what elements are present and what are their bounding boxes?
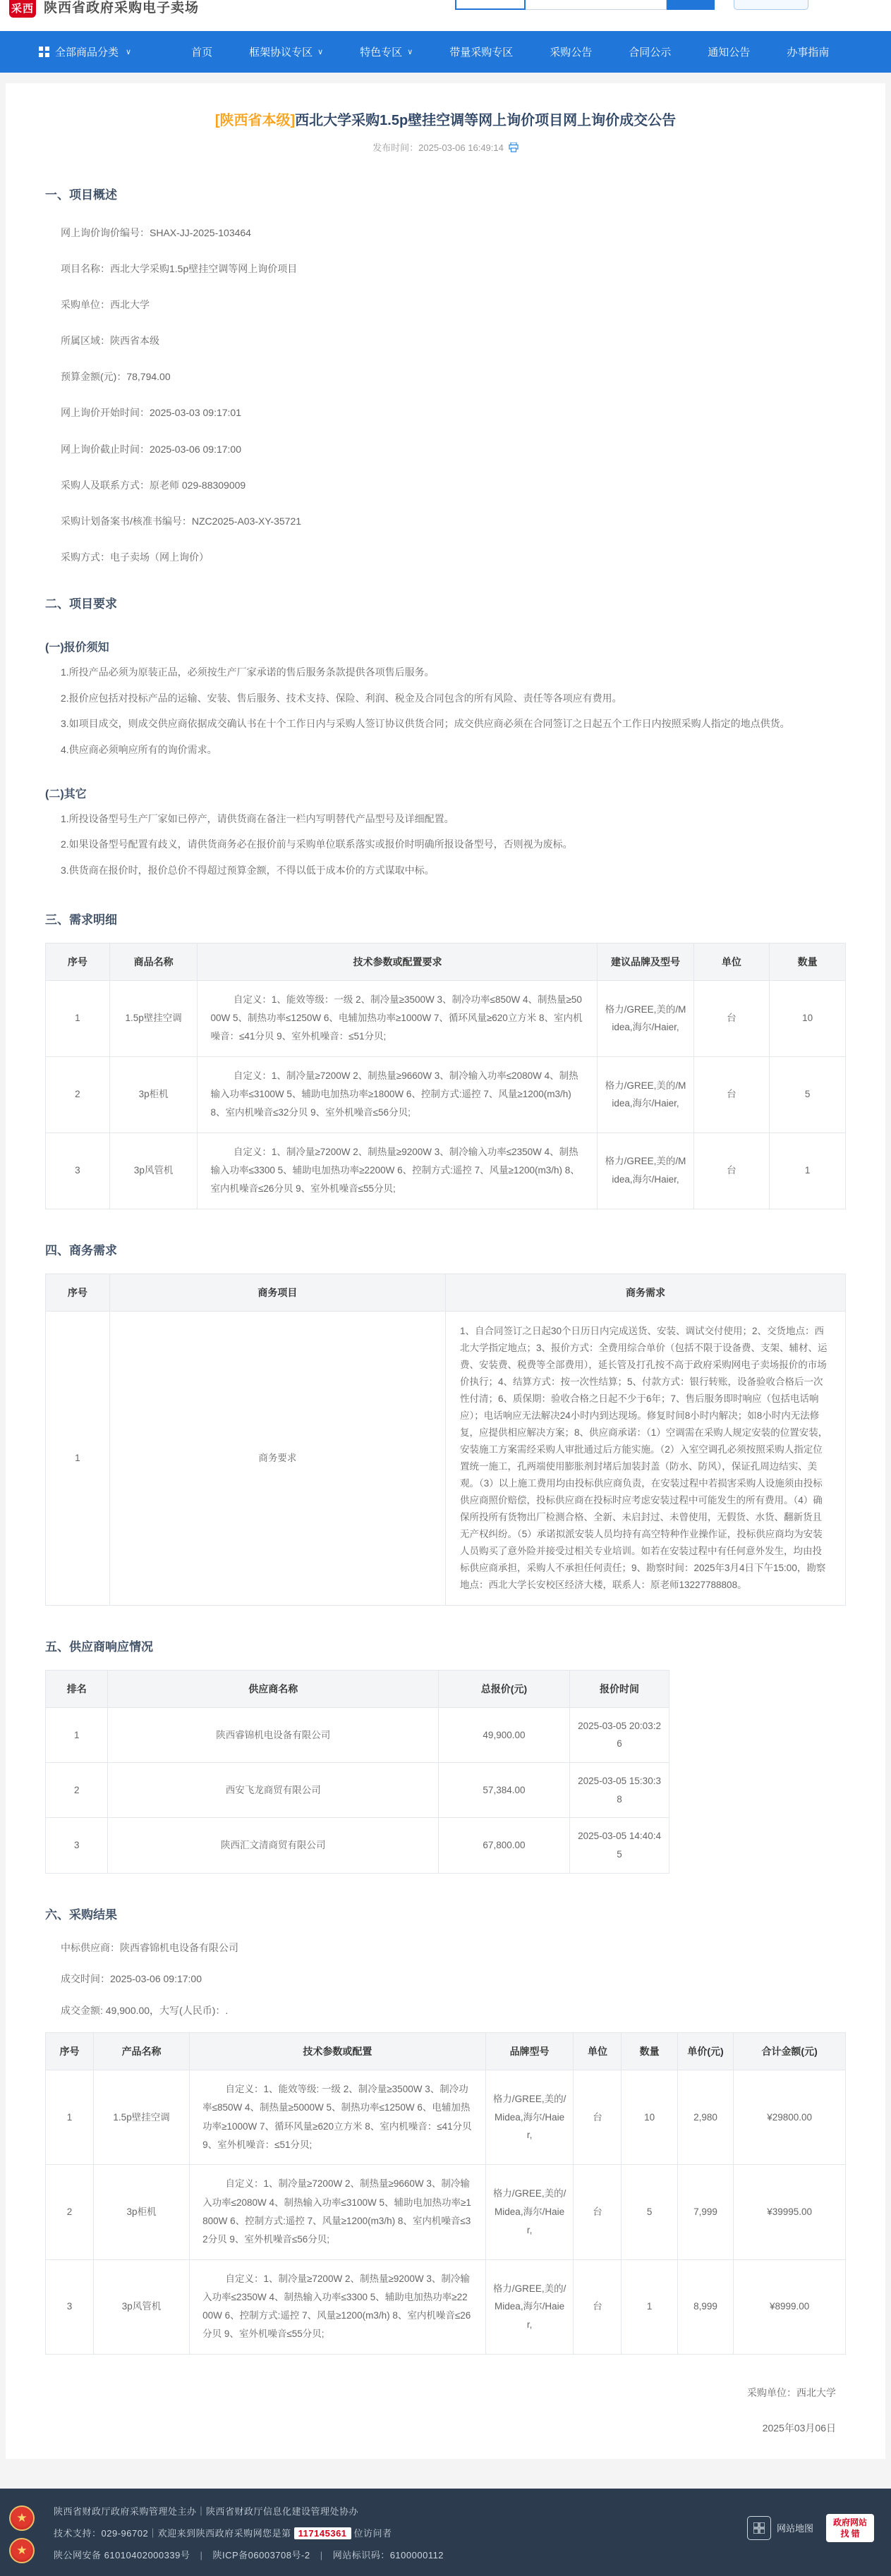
- nav-item-guide[interactable]: [787, 44, 829, 59]
- search-button[interactable]: [667, 0, 715, 10]
- table-row: [46, 2070, 846, 2165]
- notice-paragraph: 3.如项目成交，则成交供应商依据成交确认书在十个工作日内与采购人签订协议供货合同；成交供应商必须在合同签订之日起五个工作日内按照采购人指定的地点供货。: [61, 718, 790, 730]
- table-cell: 1: [46, 2070, 94, 2165]
- table-cell: 5: [770, 1056, 846, 1133]
- column-header: 单位: [574, 2033, 622, 2070]
- table-cell: 3: [46, 2259, 94, 2354]
- column-header: 单价(元): [677, 2033, 733, 2070]
- signature-unit: 采购单位：西北大学: [747, 2386, 836, 2398]
- quotation-notice-items: [45, 665, 846, 758]
- nav-item-label: 合同公示: [629, 47, 672, 59]
- table-cell: 2025-03-05 14:40:45: [569, 1818, 669, 1873]
- table-cell: 57,384.00: [439, 1763, 570, 1818]
- separator: |: [320, 2549, 323, 2560]
- badge-line-1: 政府网站: [832, 2517, 867, 2527]
- table-cell: 格力/GREE,美的/Midea,海尔/Haier,: [485, 2070, 574, 2165]
- overview-fields: [45, 227, 846, 563]
- table-cell: 3: [46, 1133, 110, 1209]
- nav-item-label: 框架协议专区: [249, 47, 313, 59]
- table-cell: 2: [46, 2165, 94, 2259]
- table-row: [46, 980, 846, 1056]
- table-cell: 台: [574, 2259, 622, 2354]
- notice-paragraph: 1.所投设备型号生产厂家如已停产，请供货商在备注一栏内写明替代产品型号及详细配置。: [61, 812, 454, 824]
- table-cell: 3p风管机: [94, 2259, 190, 2354]
- column-header: 产品名称: [94, 2033, 190, 2070]
- table-cell: 2: [46, 1763, 108, 1818]
- table-cell: ¥8999.00: [734, 2259, 846, 2354]
- table-cell: 2,980: [677, 2070, 733, 2165]
- overview-field: 采购方式：电子卖场（网上询价）: [61, 551, 209, 563]
- section-demand-heading: 三、需求明细: [45, 912, 117, 927]
- search-input[interactable]: [526, 0, 667, 10]
- notice-paragraph: 2.如果设备型号配置有歧义，请供货商务必在报价前与采购单位联系落实或报价时明确所报设备型号，否则视为废标。: [61, 838, 573, 850]
- table-cell: 49,900.00: [439, 1707, 570, 1762]
- badge-line-2: 找 错: [840, 2528, 860, 2539]
- announcement-title-text: 西北大学采购1.5p壁挂空调等网上询价项目网上询价成交公告: [295, 113, 677, 128]
- business-table: [45, 1274, 846, 1606]
- section-business-heading: 四、商务需求: [45, 1243, 117, 1257]
- site-logo-text: 采西: [11, 3, 34, 15]
- overview-field: 网上询价截止时间：2025-03-06 09:17:00: [61, 443, 241, 455]
- table-cell: 台: [693, 1133, 770, 1209]
- footer-support-text: 技术支持：029-96702｜欢迎来到陕西政府采购网您是第: [54, 2527, 291, 2539]
- table-cell: 陕西汇文清商贸有限公司: [108, 1818, 439, 1873]
- nav-item-special-zone[interactable]: [360, 44, 413, 59]
- table-cell: 格力/GREE,美的/Midea,海尔/Haier,: [485, 2165, 574, 2259]
- column-header: 建议品牌及型号: [598, 943, 693, 980]
- icp-beian-link[interactable]: 陕ICP备06003708号-2: [212, 2549, 310, 2560]
- table-cell: 1: [770, 1133, 846, 1209]
- nav-item-label: 采购公告: [550, 47, 593, 59]
- footer-visitor-suffix: 位访问者: [353, 2527, 392, 2539]
- overview-field: 所属区域：陕西省本级: [61, 335, 159, 347]
- footer-organizer-line: 陕西省财政厅政府采购管理处主办｜陕西省财政厅信息化建设管理处协办: [54, 2505, 359, 2517]
- column-header: 品牌型号: [485, 2033, 574, 2070]
- column-header: 单位: [693, 943, 770, 980]
- nav-item-announcements[interactable]: [708, 44, 750, 59]
- nav-item-contract-publicity[interactable]: [629, 44, 671, 59]
- main-nav: [0, 31, 891, 73]
- gov-site-error-report-badge[interactable]: [826, 2514, 874, 2542]
- table-cell: ¥29800.00: [734, 2070, 846, 2165]
- table-cell: 1、自合同签订之日起30个日历日内完成送货、安装、调试交付使用；2、交货地点：西北大学指定地点；3、报价方式：全费用综合单价（包括不限于设备费、支架、辅材、运费、安装费、税费等全部费用），延长管及打孔按不高于政府采购网电子卖场报价的市场价执行；4、结算方式：按一次性结算；5、付款方式：银行转账，设备验收合格后一次性付清；6、质保期：验收合格之日起不少于6年；7、售后服务即时响应（包括电话响应）；电话响应无法解决24小时内到达现场。修复时间8小时内解决；如8小时内无法修复，应提供相应解决方案；8、供应商承诺：（1）空调需在采购人规定安装的位置安装，安装施工方案需经采购人审批通过后方能实施。（2）入室空调孔必须按照采购人指定位置统一施工，孔两端使用膨胀剂封堵后加装封盖（防水、防风），保证孔周边结实、美观。（3）以上施工费用均由投标供应商负责，在安装过程中若损害采购人设施须由投标供应商照价赔偿，投标供应商在投标时应考虑安装过程中可能发生的所有费用。（4）确保所投所有货物出厂检测合格、全新、未启封过、未曾使用，无假货、水货、翻新货且无产权纠纷。（5）承诺拟派安装人员均持有高空特种作业操作证，投标供应商均为安装人员购买了意外险并接受过相关专业培训。如若在安装过程中有任何意外发生，均由投标供应商承担，采购人不承担任何责任；9、勘察时间：2025年3月4日下午15:00，勘察地点：西北大学长安校区经济大楼，联系人：原老师13227788808。: [445, 1311, 845, 1605]
- site-footer: [0, 2489, 891, 2576]
- table-cell: 8,999: [677, 2259, 733, 2354]
- table-row: [46, 1311, 846, 1605]
- responses-table: [45, 1670, 669, 1874]
- site-logo[interactable]: [9, 0, 36, 18]
- other-requirements-heading: (二)其它: [45, 788, 87, 800]
- region-tag: [陕西省本级]: [214, 113, 296, 128]
- table-cell: 陕西睿锦机电设备有限公司: [108, 1707, 439, 1762]
- table-cell: 台: [693, 980, 770, 1056]
- nav-item-procurement-notices[interactable]: [550, 44, 592, 59]
- table-cell: 1.5p壁挂空调: [94, 2070, 190, 2165]
- table-row: [46, 1707, 669, 1762]
- page-background: [0, 73, 891, 2489]
- footer-text-block: [44, 2503, 747, 2561]
- table-header-row: [46, 2033, 846, 2070]
- table-cell: 5: [622, 2165, 677, 2259]
- result-info-lines: [45, 1942, 846, 2017]
- site-title: 陕西省政府采购电子卖场: [44, 1, 200, 16]
- table-cell: 台: [693, 1056, 770, 1133]
- seal-icon: ★: [9, 2538, 35, 2563]
- search-bar: [455, 0, 715, 10]
- police-beian-link[interactable]: 陕公网安备 61010402000339号: [54, 2549, 190, 2560]
- table-cell: 10: [622, 2070, 677, 2165]
- visitor-count-badge: 117145361: [294, 2527, 351, 2539]
- site-code-text: 网站标识码：6100000112: [332, 2549, 444, 2560]
- table-cell: 67,800.00: [439, 1818, 570, 1873]
- column-header: 报价时间: [569, 1670, 669, 1707]
- national-emblem-icon: ★: [9, 2505, 35, 2531]
- sitemap-link[interactable]: [747, 2516, 813, 2540]
- column-header: 技术参数或配置要求: [198, 943, 598, 980]
- announcement-card: [6, 83, 885, 2459]
- result-table: [45, 2032, 846, 2355]
- chevron-down-icon: ∨: [126, 48, 132, 56]
- table-cell: 3: [46, 1818, 108, 1873]
- table-cell: 2025-03-05 20:03:26: [569, 1707, 669, 1762]
- table-cell: 1: [46, 1707, 108, 1762]
- column-header: 数量: [770, 943, 846, 980]
- nav-item-label: 通知公告: [708, 47, 751, 59]
- table-cell: 自定义：1、制冷量≥7200W 2、制热量≥9200W 3、制冷输入功率≤2350W 4、制热输入功率≤3300 5、辅助电加热功率≥2200W 6、控制方式:遥控 7、风量≥1200(m3/h) 8、室内机噪音≤26分贝 9、室外机噪音≤55分贝;: [190, 2259, 486, 2354]
- nav-item-framework-zone[interactable]: [249, 44, 323, 59]
- nav-all-categories[interactable]: [39, 44, 131, 59]
- result-info-line: 中标供应商：陕西睿锦机电设备有限公司: [61, 1941, 238, 1953]
- footer-emblems: [0, 2503, 44, 2563]
- table-cell: 台: [574, 2070, 622, 2165]
- overview-field: 网上询价询价编号：SHAX-JJ-2025-103464: [61, 227, 251, 238]
- separator: |: [200, 2549, 203, 2560]
- table-cell: 自定义：1、制冷量≥7200W 2、制热量≥9660W 3、制冷输入功率≤2080W 4、制热输入功率≤3100W 5、辅助电加热功率≥1800W 6、控制方式:遥控 7、风量≥1200(m3/h) 8、室内机噪音≤32分贝 9、室外机噪音≤56分贝;: [190, 2165, 486, 2259]
- column-header: 合计金额(元): [734, 2033, 846, 2070]
- notice-paragraph: 2.报价应包括对投标产品的运输、安装、售后服务、技术支持、保险、利润、税金及合同包含的所有风险、责任等各项应有费用。: [61, 692, 622, 704]
- footer-right-tools: [747, 2503, 891, 2542]
- column-header: 数量: [622, 2033, 677, 2070]
- table-row: [46, 1763, 669, 1818]
- nav-item-home[interactable]: [191, 44, 212, 59]
- section-overview-heading: 一、项目概述: [45, 188, 117, 202]
- column-header: 排名: [46, 1670, 108, 1707]
- table-cell: 7,999: [677, 2165, 733, 2259]
- table-cell: 10: [770, 980, 846, 1056]
- table-cell: 自定义：1、制冷量≥7200W 2、制热量≥9660W 3、制冷输入功率≤2080W 4、制热输入功率≤3100W 5、辅助电加热功率≥1800W 6、控制方式:遥控 7、风量≥1200(m3/h) 8、室内机噪音≤32分贝 9、室外机噪音≤56分贝;: [198, 1056, 598, 1133]
- nav-item-bulk-purchase-zone[interactable]: [449, 44, 513, 59]
- column-header: 商品名称: [109, 943, 198, 980]
- overview-field: 采购人及联系方式：原老师 029-88309009: [61, 479, 246, 491]
- signature-date: 2025年03月06日: [762, 2422, 836, 2434]
- overview-field: 预算金额(元)：78,794.00: [61, 371, 171, 383]
- table-cell: 3p柜机: [109, 1056, 198, 1133]
- chevron-down-icon: ∨: [407, 48, 413, 56]
- table-cell: 1: [622, 2259, 677, 2354]
- section-responses-heading: 五、供应商响应情况: [45, 1640, 153, 1654]
- table-cell: 商务要求: [109, 1311, 445, 1605]
- other-requirements-items: [45, 812, 846, 879]
- column-header: 序号: [46, 943, 110, 980]
- column-header: 总报价(元): [439, 1670, 570, 1707]
- table-cell: 2: [46, 1056, 110, 1133]
- overview-field: 项目名称：西北大学采购1.5p壁挂空调等网上询价项目: [61, 263, 298, 275]
- table-cell: 1: [46, 980, 110, 1056]
- demand-table: [45, 943, 846, 1209]
- nav-item-label: 首页: [191, 47, 213, 59]
- nav-item-label: 办事指南: [787, 47, 830, 59]
- nav-items: [191, 44, 866, 59]
- table-cell: 格力/GREE,美的/Midea,海尔/Haier,: [598, 1133, 693, 1209]
- column-header: 商务项目: [109, 1274, 445, 1311]
- grid-icon: [39, 47, 49, 57]
- table-row: [46, 1818, 669, 1873]
- table-row: [46, 2165, 846, 2259]
- table-cell: 格力/GREE,美的/Midea,海尔/Haier,: [598, 980, 693, 1056]
- footer-beian-line: [54, 2548, 747, 2561]
- column-header: 供应商名称: [108, 1670, 439, 1707]
- table-row: [46, 1133, 846, 1209]
- nav-item-label: 带量采购专区: [449, 47, 514, 59]
- column-header: 商务需求: [445, 1274, 845, 1311]
- footer-visitor-line: [54, 2526, 747, 2539]
- table-header-row: [46, 1670, 669, 1707]
- overview-field: 网上询价开始时间：2025-03-03 09:17:01: [61, 407, 241, 419]
- table-cell: 3p风管机: [109, 1133, 198, 1209]
- publish-time-text: 发布时间：2025-03-06 16:49:14: [372, 142, 504, 153]
- table-cell: 1.5p壁挂空调: [109, 980, 198, 1056]
- column-header: 序号: [46, 1274, 110, 1311]
- search-category-select[interactable]: [455, 0, 526, 10]
- column-header: 技术参数或配置: [190, 2033, 486, 2070]
- nav-item-label: 特色专区: [360, 47, 403, 59]
- quotation-notice-heading: (一)报价须知: [45, 641, 109, 654]
- table-cell: 自定义：1、能效等级: 一级 2、制冷量≥3500W 3、制冷功率≤850W 4、制热量≥5000W 5、制热功率≤1250W 6、电辅加热功率≥1000W 7、循环风量≥620立方米 8、室内机噪音：≤41分贝 9、室外机噪音：≤51分贝;: [190, 2070, 486, 2165]
- header-action-button[interactable]: [734, 0, 808, 10]
- result-info-line: 成交金额: 49,900.00，大写(人民币)：.: [61, 2005, 229, 2017]
- page-title: [45, 109, 846, 129]
- notice-paragraph: 4.供应商必须响应所有的询价需求。: [61, 744, 217, 755]
- table-cell: 3p柜机: [94, 2165, 190, 2259]
- table-cell: 台: [574, 2165, 622, 2259]
- result-info-line: 成交时间：2025-03-06 09:17:00: [61, 1973, 202, 1985]
- sitemap-label: 网站地图: [776, 2523, 813, 2534]
- column-header: 序号: [46, 2033, 94, 2070]
- section-requirements-heading: 二、项目要求: [45, 597, 117, 611]
- publish-time: [45, 140, 846, 154]
- chevron-down-icon: ∨: [317, 48, 324, 56]
- signature-block: [45, 2386, 846, 2435]
- table-cell: ¥39995.00: [734, 2165, 846, 2259]
- print-icon[interactable]: [509, 142, 519, 152]
- table-header-row: [46, 943, 846, 980]
- table-cell: 格力/GREE,美的/Midea,海尔/Haier,: [598, 1056, 693, 1133]
- table-cell: 自定义：1、制冷量≥7200W 2、制热量≥9200W 3、制冷输入功率≤2350W 4、制热输入功率≤3300 5、辅助电加热功率≥2200W 6、控制方式:遥控 7、风量≥1200(m3/h) 8、室内机噪音≤26分贝 9、室外机噪音≤55分贝;: [198, 1133, 598, 1209]
- table-row: [46, 1056, 846, 1133]
- table-row: [46, 2259, 846, 2354]
- notice-paragraph: 3.供货商在报价时，报价总价不得超过预算金额，不得以低于成本价的方式谋取中标。: [61, 865, 435, 877]
- table-cell: 西安飞龙商贸有限公司: [108, 1763, 439, 1818]
- site-header: [0, 0, 891, 31]
- table-cell: 1: [46, 1311, 110, 1605]
- table-header-row: [46, 1274, 846, 1311]
- table-cell: 格力/GREE,美的/Midea,海尔/Haier,: [485, 2259, 574, 2354]
- nav-all-categories-label: 全部商品分类: [55, 47, 119, 59]
- notice-paragraph: 1.所投产品必须为原装正品，必须按生产厂家承诺的售后服务条款提供各项售后服务。: [61, 666, 435, 678]
- sitemap-grid-icon: [747, 2516, 771, 2540]
- section-result-heading: 六、采购结果: [45, 1907, 117, 1922]
- table-cell: 2025-03-05 15:30:38: [569, 1763, 669, 1818]
- overview-field: 采购单位：西北大学: [61, 299, 150, 311]
- table-cell: 自定义：1、能效等级：一级 2、制冷量≥3500W 3、制冷功率≤850W 4、制热量≥5000W 5、制热功率≤1250W 6、电辅加热功率≥1000W 7、循环风量≥620立方米 8、室内机噪音：≤41分贝 9、室外机噪音：≤51分贝;: [198, 980, 598, 1056]
- overview-field: 采购计划备案书/核准书编号：NZC2025-A03-XY-35721: [61, 515, 302, 527]
